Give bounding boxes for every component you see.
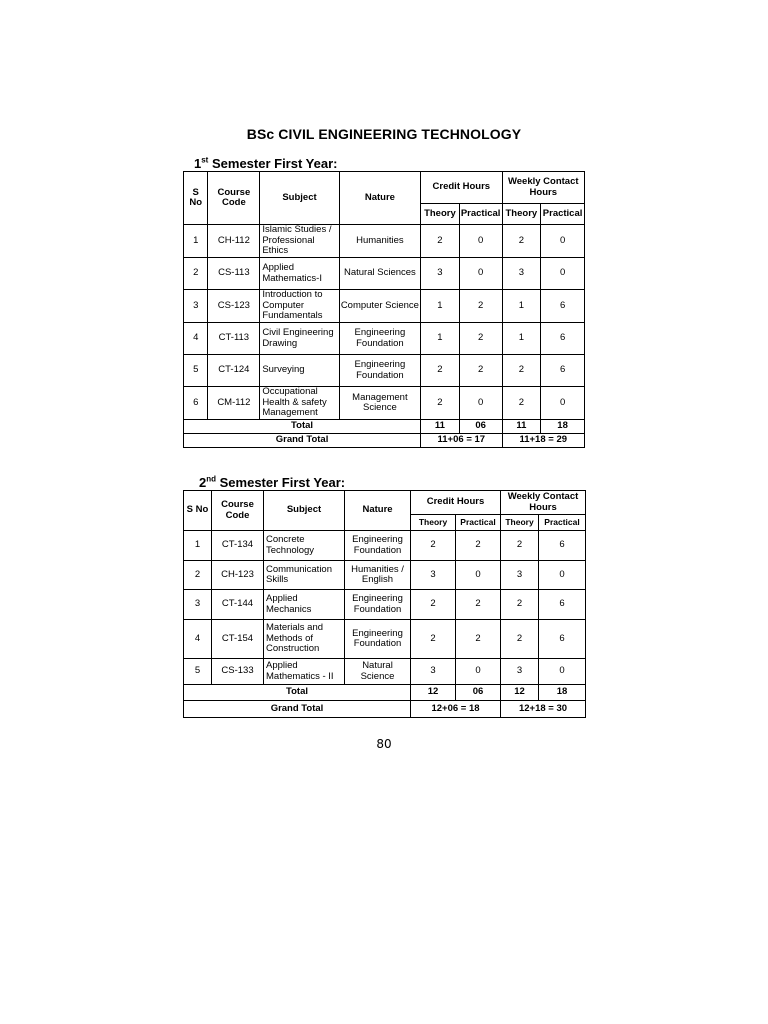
course-code-cell: CT-144: [212, 590, 264, 620]
contact-practical-cell: 6: [541, 290, 585, 323]
table-row: [184, 355, 585, 387]
table-row: [184, 659, 586, 685]
semester-1-table: [183, 171, 585, 448]
credit-practical-cell: 0: [459, 387, 502, 420]
nature-cell: Humanities / English: [345, 561, 411, 590]
course-code-cell: CS-113: [208, 258, 260, 290]
subject-cell: Applied Mechanics: [264, 590, 345, 620]
grand-total-credit: 12+06 = 18: [411, 701, 501, 718]
contact-practical-cell: 6: [539, 531, 586, 561]
credit-practical-header: Practical: [459, 204, 502, 225]
credit-theory-cell: 2: [411, 531, 456, 561]
s-no-header: S No: [184, 172, 208, 225]
course-code-cell: CT-154: [212, 620, 264, 659]
total-credit-practical: 06: [456, 685, 501, 701]
subject-cell: Applied Mathematics - II: [264, 659, 345, 685]
course-code-cell: CH-123: [212, 561, 264, 590]
header-row: [184, 491, 586, 515]
grand-total-credit: 11+06 = 17: [421, 434, 502, 448]
subject-cell: Occupational Health & safety Management: [260, 387, 339, 420]
subject-cell: Islamic Studies / Professional Ethics: [260, 225, 339, 258]
contact-theory-header: Theory: [501, 515, 539, 531]
credit-practical-cell: 2: [459, 355, 502, 387]
header-row: [184, 172, 585, 204]
table-row: [184, 258, 585, 290]
nature-cell: Management Science: [339, 387, 420, 420]
grand-total-contact: 11+18 = 29: [502, 434, 584, 448]
page-number: 80: [376, 737, 392, 751]
s-no-cell: 5: [184, 659, 212, 685]
s-no-cell: 4: [184, 323, 208, 355]
nature-cell: Natural Sciences: [339, 258, 420, 290]
table-row: [184, 590, 586, 620]
page-title: BSc CIVIL ENGINEERING TECHNOLOGY: [246, 126, 522, 142]
subject-cell: Materials and Methods of Construction: [264, 620, 345, 659]
credit-theory-cell: 2: [421, 225, 460, 258]
contact-practical-header: Practical: [541, 204, 585, 225]
credit-theory-cell: 1: [421, 290, 460, 323]
table-row: [184, 620, 586, 659]
credit-practical-cell: 0: [459, 225, 502, 258]
s-no-cell: 2: [184, 258, 208, 290]
s-no-cell: 1: [184, 531, 212, 561]
s-no-cell: 3: [184, 290, 208, 323]
total-contact-theory: 11: [502, 420, 541, 434]
total-row: [184, 685, 586, 701]
total-contact-practical: 18: [539, 685, 586, 701]
credit-hours-header: Credit Hours: [421, 172, 502, 204]
table-row: [184, 531, 586, 561]
course-code-header: Course Code: [212, 491, 264, 531]
nature-cell: Engineering Foundation: [345, 620, 411, 659]
credit-theory-cell: 2: [411, 620, 456, 659]
nature-cell: Engineering Foundation: [345, 590, 411, 620]
s-no-header: S No: [184, 491, 212, 531]
semester-1-label: Semester First Year:: [211, 156, 338, 171]
credit-hours-header: Credit Hours: [411, 491, 501, 515]
contact-practical-cell: 6: [539, 620, 586, 659]
s-no-cell: 1: [184, 225, 208, 258]
contact-theory-cell: 3: [501, 659, 539, 685]
contact-theory-cell: 3: [501, 561, 539, 590]
weekly-contact-hours-header: Weekly Contact Hours: [501, 491, 586, 515]
total-label: Total: [184, 685, 411, 701]
subject-cell: Civil Engineering Drawing: [260, 323, 339, 355]
credit-practical-cell: 0: [456, 659, 501, 685]
total-credit-practical: 06: [459, 420, 502, 434]
contact-theory-cell: 2: [502, 225, 541, 258]
grand-total-contact: 12+18 = 30: [501, 701, 586, 718]
course-code-cell: CS-123: [208, 290, 260, 323]
contact-theory-cell: 2: [501, 620, 539, 659]
contact-practical-cell: 0: [541, 258, 585, 290]
contact-theory-cell: 1: [502, 323, 541, 355]
s-no-cell: 6: [184, 387, 208, 420]
subject-cell: Introduction to Computer Fundamentals: [260, 290, 339, 323]
contact-theory-cell: 3: [502, 258, 541, 290]
course-code-header: Course Code: [208, 172, 260, 225]
nature-cell: Natural Science: [345, 659, 411, 685]
credit-practical-cell: 2: [459, 323, 502, 355]
credit-theory-cell: 2: [421, 355, 460, 387]
table-row: [184, 387, 585, 420]
contact-practical-cell: 0: [539, 659, 586, 685]
contact-theory-cell: 2: [501, 531, 539, 561]
contact-theory-cell: 2: [502, 387, 541, 420]
contact-practical-cell: 6: [541, 355, 585, 387]
semester-2-suffix: nd: [206, 474, 217, 484]
credit-theory-cell: 2: [411, 590, 456, 620]
table-row: [184, 561, 586, 590]
s-no-cell: 3: [184, 590, 212, 620]
course-code-cell: CT-124: [208, 355, 260, 387]
subject-cell: Communication Skills: [264, 561, 345, 590]
nature-cell: Engineering Foundation: [339, 355, 420, 387]
table-row: [184, 225, 585, 258]
nature-cell: Computer Science: [339, 290, 420, 323]
course-code-cell: CT-113: [208, 323, 260, 355]
contact-theory-cell: 1: [502, 290, 541, 323]
credit-theory-cell: 2: [421, 387, 460, 420]
s-no-cell: 4: [184, 620, 212, 659]
semester-1-suffix: st: [201, 155, 209, 165]
nature-cell: Engineering Foundation: [339, 323, 420, 355]
credit-practical-cell: 2: [456, 590, 501, 620]
s-no-cell: 2: [184, 561, 212, 590]
semester-1-heading: [194, 156, 337, 171]
course-code-cell: CH-112: [208, 225, 260, 258]
subject-cell: Concrete Technology: [264, 531, 345, 561]
course-code-cell: CT-134: [212, 531, 264, 561]
total-row: [184, 420, 585, 434]
total-credit-theory: 12: [411, 685, 456, 701]
grand-total-label: Grand Total: [184, 701, 411, 718]
semester-2-label: Semester First Year:: [219, 475, 346, 490]
contact-theory-header: Theory: [502, 204, 541, 225]
table-row: [184, 323, 585, 355]
total-contact-theory: 12: [501, 685, 539, 701]
credit-practical-cell: 2: [456, 620, 501, 659]
total-contact-practical: 18: [541, 420, 585, 434]
contact-practical-cell: 0: [539, 561, 586, 590]
grand-total-label: Grand Total: [184, 434, 421, 448]
contact-practical-cell: 6: [539, 590, 586, 620]
nature-cell: Engineering Foundation: [345, 531, 411, 561]
semester-1-ordinal: 1: [194, 156, 202, 171]
semester-2-heading: [199, 475, 345, 490]
credit-practical-cell: 2: [456, 531, 501, 561]
credit-theory-cell: 3: [411, 561, 456, 590]
contact-theory-cell: 2: [502, 355, 541, 387]
total-credit-theory: 11: [421, 420, 460, 434]
credit-theory-header: Theory: [411, 515, 456, 531]
subject-header: Subject: [264, 491, 345, 531]
table-row: [184, 290, 585, 323]
contact-practical-cell: 6: [541, 323, 585, 355]
nature-header: Nature: [345, 491, 411, 531]
subject-cell: Surveying: [260, 355, 339, 387]
nature-header: Nature: [339, 172, 420, 225]
credit-theory-cell: 1: [421, 323, 460, 355]
credit-theory-cell: 3: [411, 659, 456, 685]
credit-practical-cell: 2: [459, 290, 502, 323]
semester-2-table: [183, 490, 586, 718]
grand-total-row: [184, 434, 585, 448]
contact-practical-header: Practical: [539, 515, 586, 531]
nature-cell: Humanities: [339, 225, 420, 258]
total-label: Total: [184, 420, 421, 434]
course-code-cell: CM-112: [208, 387, 260, 420]
s-no-cell: 5: [184, 355, 208, 387]
credit-theory-cell: 3: [421, 258, 460, 290]
course-code-cell: CS-133: [212, 659, 264, 685]
contact-practical-cell: 0: [541, 225, 585, 258]
subject-cell: Applied Mathematics-I: [260, 258, 339, 290]
weekly-contact-hours-header: Weekly Contact Hours: [502, 172, 584, 204]
subject-header: Subject: [260, 172, 339, 225]
credit-practical-header: Practical: [456, 515, 501, 531]
credit-practical-cell: 0: [456, 561, 501, 590]
contact-theory-cell: 2: [501, 590, 539, 620]
grand-total-row: [184, 701, 586, 718]
semester-2-ordinal: 2: [199, 475, 207, 490]
credit-practical-cell: 0: [459, 258, 502, 290]
credit-theory-header: Theory: [421, 204, 460, 225]
contact-practical-cell: 0: [541, 387, 585, 420]
